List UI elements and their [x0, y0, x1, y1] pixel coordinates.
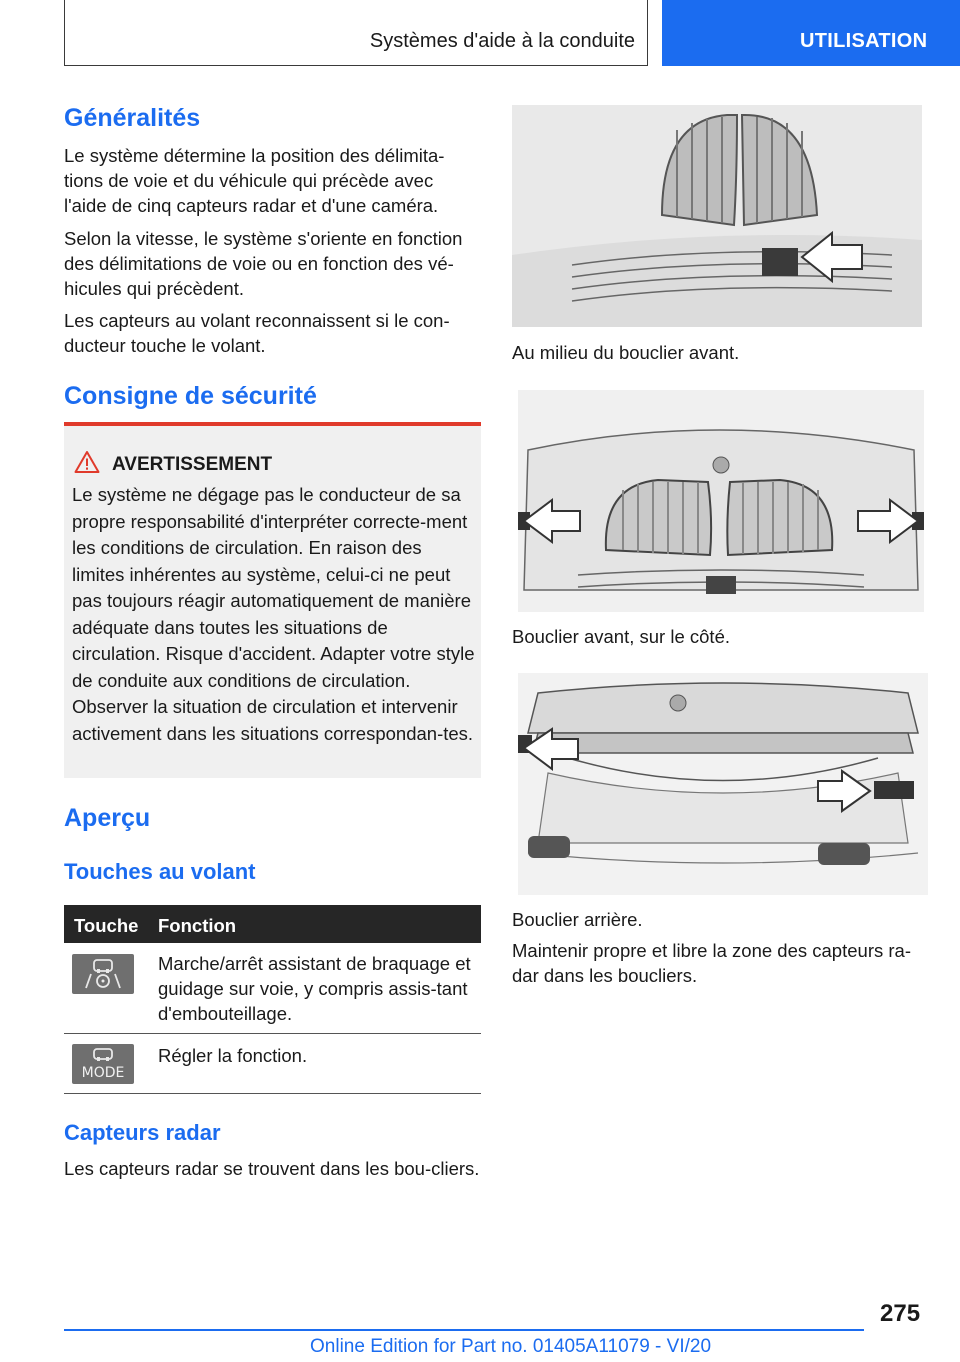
- warning-box: [64, 422, 481, 778]
- figure-front-center: [512, 105, 922, 327]
- capteurs-heading: Capteurs radar: [64, 1120, 221, 1145]
- header-chapter: Systèmes d'aide à la conduite: [369, 30, 635, 52]
- table-col-touche: Touche: [74, 915, 139, 936]
- figure-rear: [518, 673, 928, 895]
- touches-heading: Touches au volant: [64, 859, 256, 884]
- figure-1-caption: Au milieu du bouclier avant.: [512, 342, 740, 363]
- generalites-paragraph-1: Le système détermine la position des délimita-tions de voie et du véhicule qui précède avec l'aide de cinq capteurs radar et d'une caméra.: [64, 145, 445, 216]
- generalites-paragraph-2: Selon la vitesse, le système s'oriente en fonction des délimitations de voie ou en fonction des vé-hicules qui précèdent.: [64, 228, 463, 299]
- table-row-1-text: Marche/arrêt assistant de braquage et guidage sur voie, y compris assis-tant d'embouteillage.: [158, 953, 471, 1024]
- header-section: UTILISATION: [800, 30, 928, 52]
- capteurs-paragraph: Les capteurs radar se trouvent dans les bou-cliers.: [64, 1158, 480, 1179]
- table-header: [64, 905, 481, 943]
- table-row-2-text: Régler la fonction.: [158, 1045, 308, 1066]
- consigne-heading: Consigne de sécurité: [64, 382, 317, 410]
- table-col-fonction: Fonction: [158, 915, 237, 936]
- generalites-heading: Généralités: [64, 104, 201, 132]
- steering-buttons-table: [64, 905, 481, 1094]
- warning-triangle-icon: [74, 450, 100, 474]
- table-row: [64, 1034, 481, 1094]
- table-row: [64, 943, 481, 1034]
- mode-button-label: MODE: [81, 1065, 125, 1081]
- warning-title: AVERTISSEMENT: [112, 454, 273, 475]
- figure-2-caption: Bouclier avant, sur le côté.: [512, 626, 730, 647]
- header-section-tab[interactable]: [662, 0, 960, 66]
- lane-assist-button-icon: [72, 954, 134, 994]
- mode-button-icon: [72, 1044, 134, 1084]
- figure-3-caption: Bouclier arrière.: [512, 909, 643, 930]
- footer-edition: Online Edition for Part no. 01405A11079 - VI/20: [310, 1336, 712, 1357]
- sensor-maintenance-note: Maintenir propre et libre la zone des capteurs ra-dar dans les boucliers.: [512, 940, 911, 986]
- apercu-heading: Aperçu: [64, 804, 151, 832]
- warning-text: Le système ne dégage pas le conducteur de sa propre responsabilité d'interpréter correcte-ment les conditions de circulation. En raison des limites inhérentes au système, celui-ci ne peut pas toujours réagir automatiquement de manière adéquate dans toutes les situations de circulation. Risque d'accident. Adapter votre style de conduite aux conditions de circulation. Observer la situation de circulation et intervenir activement dans les situations correspondan-tes.: [72, 484, 475, 744]
- figure-front-sides: [518, 390, 924, 612]
- page-number: 275: [880, 1300, 921, 1327]
- generalites-paragraph-3: Les capteurs au volant reconnaissent si le con-ducteur touche le volant.: [64, 310, 450, 356]
- header-chapter-box: [64, 0, 648, 66]
- footer-divider: [64, 1329, 864, 1331]
